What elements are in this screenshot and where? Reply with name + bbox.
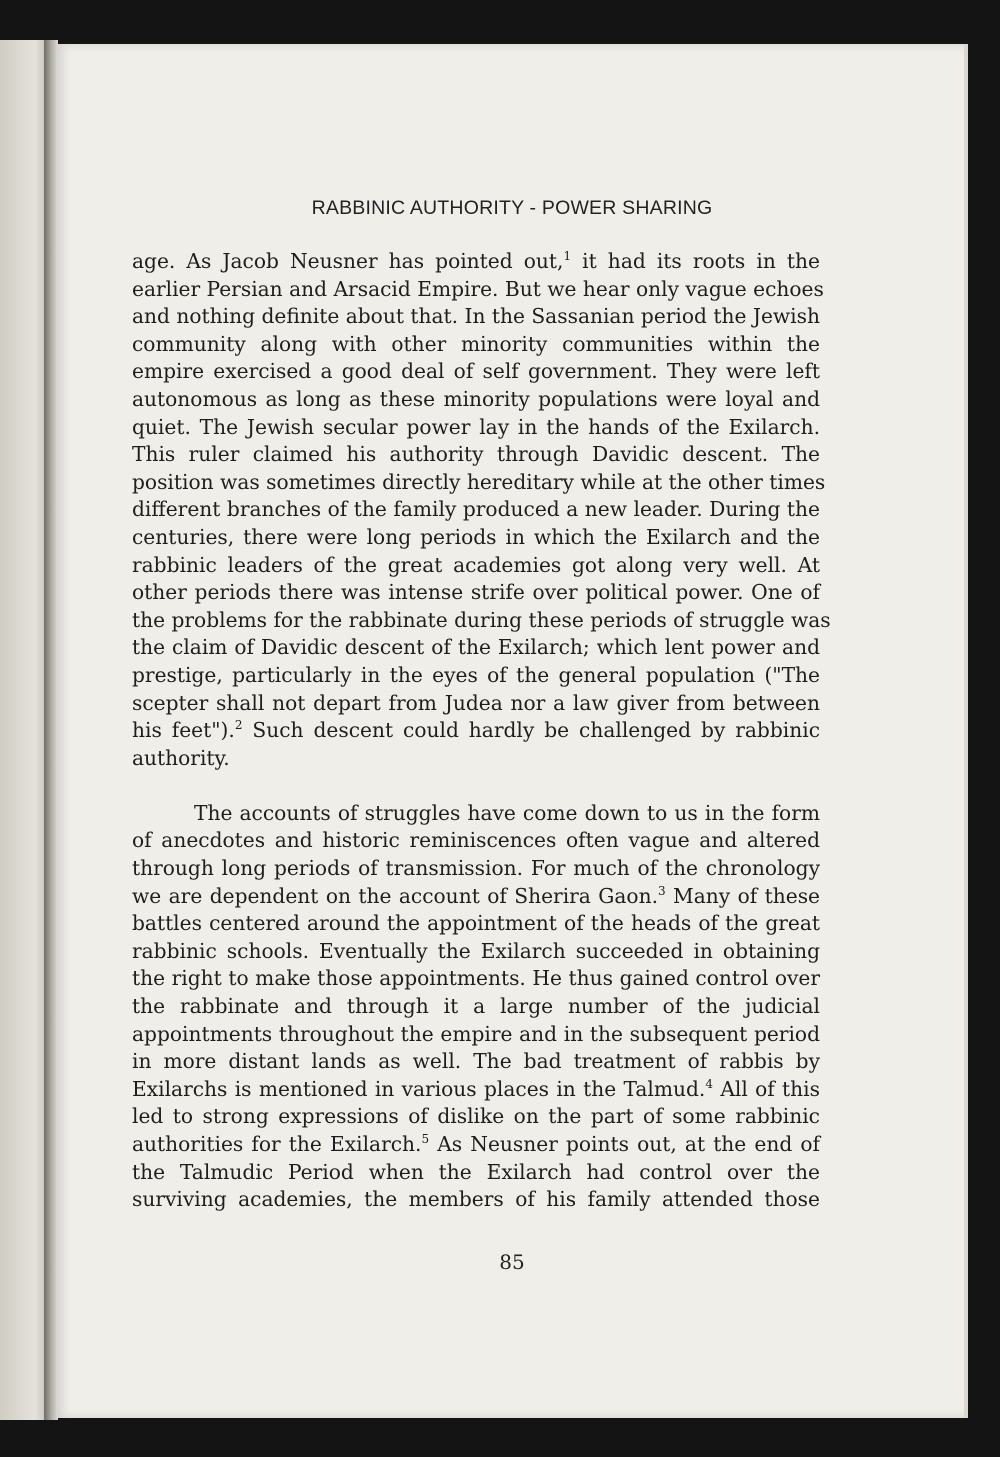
text-line: in more distant lands as well. The bad treatment of rabbis by	[132, 1049, 820, 1074]
text-line: other periods there was intense strife over political power. One of	[132, 580, 820, 605]
text-line: authorities for the Exilarch.$^5$ As Neusner points out, at the end of	[132, 1132, 820, 1156]
text-line: we are dependent on the account of Sherira Gaon.$^3$ Many of these	[132, 883, 820, 908]
footnote-ref: 4	[705, 1076, 713, 1091]
page-edge	[964, 44, 968, 1418]
text-line: the rabbinate and through it a large number of the judicial	[132, 994, 820, 1019]
paragraph-gap	[132, 772, 820, 800]
text-line: rabbinic schools. Eventually the Exilarch succeeded in obtaining	[132, 938, 820, 963]
footnote-ref: 5	[421, 1132, 430, 1146]
text-line: the claim of Davidic descent of the Exilarch; which lent power and	[132, 635, 820, 660]
text-line: the problems for the rabbinate during these periods of struggle was	[132, 607, 831, 632]
text-line: scepter shall not depart from Judea nor a law giver from between	[132, 690, 820, 715]
text-line: his feet").$^2$ Such descent could hardly be challenged by rabbinic	[132, 718, 820, 743]
text-line: the right to make those appointments. He thus gained control over	[132, 966, 820, 991]
text-line: age. As Jacob Neusner has pointed out,$^1$ it had its roots in the	[132, 249, 820, 273]
page-number: 85	[499, 1250, 525, 1274]
footnote-ref: 3	[658, 883, 666, 898]
previous-page-edge	[0, 40, 50, 1420]
footnote-ref: 1	[563, 249, 572, 263]
text-line: community along with other minority communities within the	[132, 331, 820, 356]
footnote-ref: 2	[234, 718, 243, 733]
text-line: led to strong expressions of dislike on the part of some rabbinic	[132, 1104, 820, 1129]
text-line: This ruler claimed his authority through Davidic descent. The	[132, 442, 820, 467]
text-line: centuries, there were long periods in which the Exilarch and the	[132, 524, 820, 549]
text-line: through long periods of transmission. For much of the chronology	[132, 856, 820, 881]
text-line: appointments throughout the empire and in the subsequent period	[132, 1021, 820, 1046]
text-line: position was sometimes directly hereditary while at the other times	[132, 469, 826, 494]
text-line: Exilarchs is mentioned in various places in the Talmud.$^4$ All of this	[132, 1076, 820, 1101]
text-line: quiet. The Jewish secular power lay in the hands of the Exilarch.	[132, 414, 820, 439]
text-line: of anecdotes and historic reminiscences often vague and altered	[132, 828, 820, 853]
text-line: The accounts of struggles have come down to us in the form	[194, 800, 820, 825]
text-line: autonomous as long as these minority populations were loyal and	[132, 386, 820, 411]
text-line: authority.	[132, 745, 230, 770]
text-line: rabbinic leaders of the great academies got along very well. At	[132, 552, 820, 577]
text-line: battles centered around the appointment of the heads of the great	[132, 911, 820, 936]
text-line: the Talmudic Period when the Exilarch had control over the	[132, 1159, 820, 1184]
running-head: RABBINIC AUTHORITY - POWER SHARING	[311, 197, 713, 219]
text-line: earlier Persian and Arsacid Empire. But we hear only vague echoes	[132, 276, 824, 301]
text-line: surviving academies, the members of his family attended those	[132, 1187, 820, 1212]
text-line: empire exercised a good deal of self government. They were left	[132, 359, 820, 384]
book-page	[56, 44, 968, 1418]
text-line: and nothing definite about that. In the Sassanian period the Jewish	[132, 304, 820, 329]
body-text	[132, 248, 831, 1214]
text-line: different branches of the family produced a new leader. During the	[132, 497, 820, 522]
text-line: prestige, particularly in the eyes of the general population ("The	[132, 662, 820, 687]
